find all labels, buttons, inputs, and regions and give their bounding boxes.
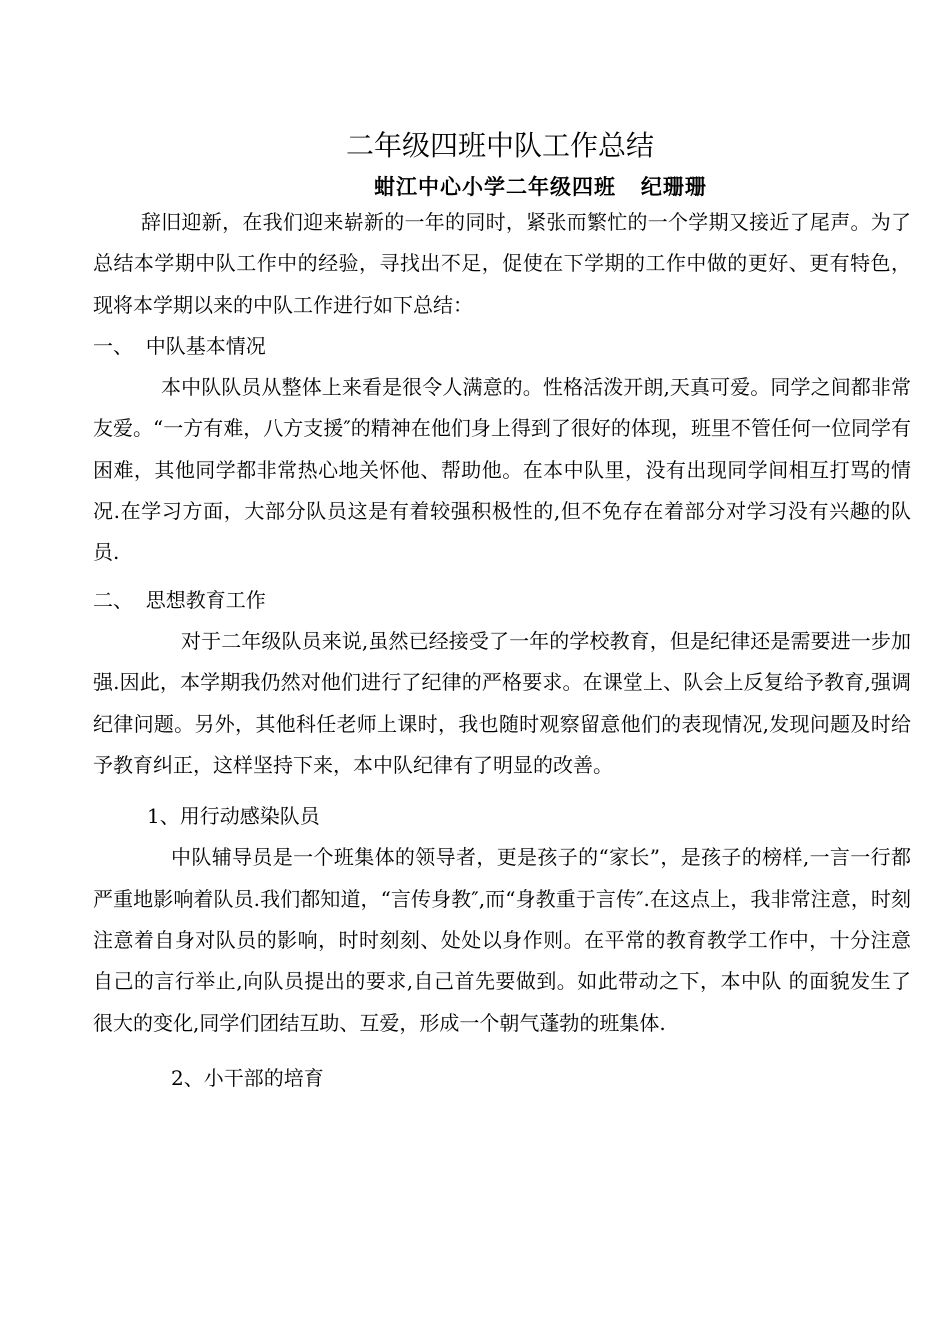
document-body	[93, 202, 911, 1099]
section1-paragraph: 本中队队员从整体上来看是很令人满意的。性格活泼开朗,天真可爱。同学之间都非常友爱。“一方有难，八方支援″的精神在他们身上得到了很好的体现，班里不管任何一位同学有困难，其他同学都非常热心地关怀他、帮助他。在本中队里，没有出现同学间相互打骂的情况.在学习方面，大部分队员这是有着较强积极性的,但不免存在着部分对学习没有兴趣的队员.	[93, 375, 911, 565]
subsection2-heading: 2、小干部的培育	[171, 1065, 324, 1090]
section2-paragraph: 对于二年级队员来说,虽然已经接受了一年的学校教育，但是纪律还是需要进一步加强.因此，本学期我仍然对他们进行了纪律的严格要求。在课堂上、队会上反复给予教育,强调纪律问题。另外，其他科任老师上课时，我也随时观察留意他们的表现情况,发现问题及时给予教育纠正，这样坚持下来，本中队纪律有了明显的改善。	[93, 628, 911, 777]
section1-heading: 一、 中队基本情况	[93, 333, 266, 358]
section2-heading: 二、 思想教育工作	[93, 587, 266, 612]
document-title: 二年级四班中队工作总结	[345, 129, 654, 162]
author-byline: 蚶江中心小学二年级四班 纪珊珊	[374, 174, 707, 199]
subsection1-paragraph: 中队辅导员是一个班集体的领导者，更是孩子的“家长”，是孩子的榜样,一言一行都严重地影响着队员.我们都知道，“言传身教″,而“身教重于言传″.在这点上，我非常注意，时刻注意着自身对队员的影响，时时刻刻、处处以身作则。在平常的教育教学工作中，十分注意自己的言行举止,向队员提出的要求,自己首先要做到。如此带动之下，本中队 的面貌发生了很大的变化,同学们团结互助、互爱，形成一个朝气蓬勃的班集体.	[93, 845, 911, 1035]
intro-paragraph: 辞旧迎新，在我们迎来崭新的一年的同时，紧张而繁忙的一个学期又接近了尾声。为了总结本学期中队工作中的经验，寻找出不足，促使在下学期的工作中做的更好、更有特色，现将本学期以来的中队工作进行如下总结：	[93, 210, 911, 317]
subsection1-heading: 1、用行动感染队员	[147, 804, 320, 829]
